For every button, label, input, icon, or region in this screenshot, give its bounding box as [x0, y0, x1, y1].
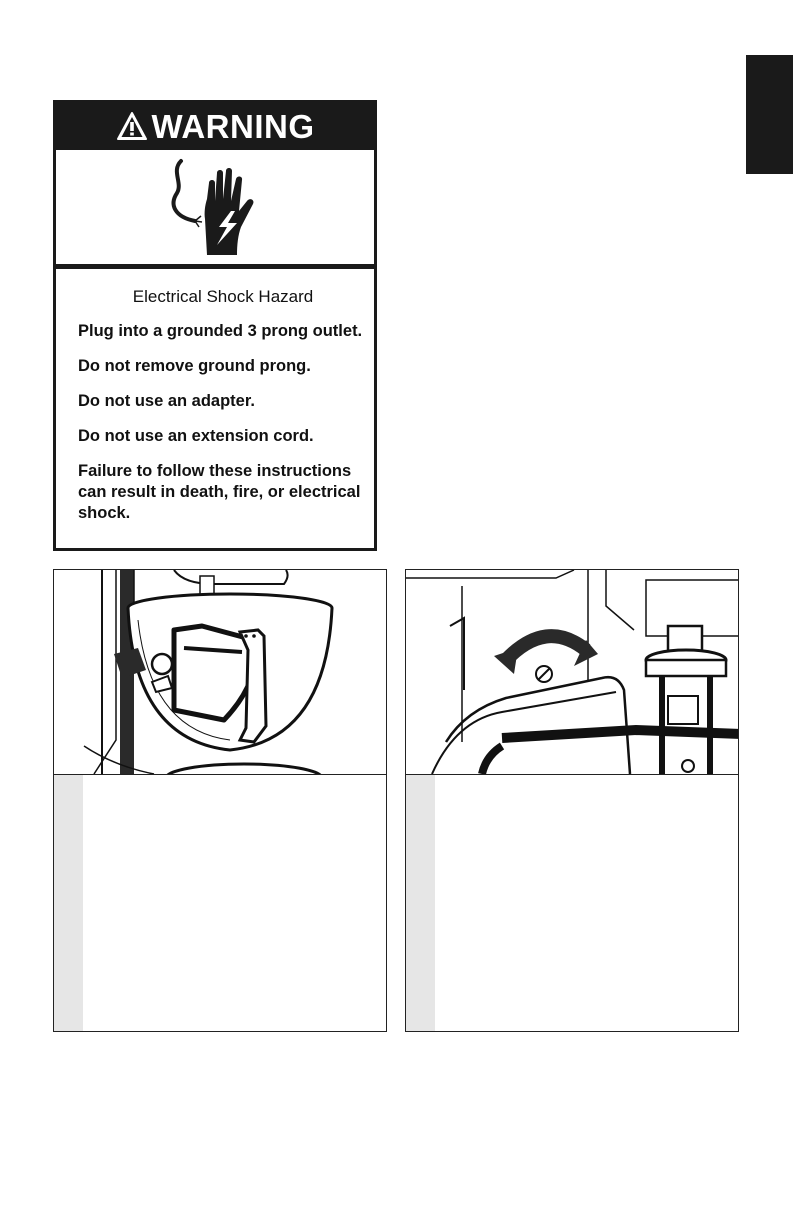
warning-text: [78, 285, 368, 538]
step-number-strip: [406, 775, 435, 1031]
step-panel-adjust: [405, 569, 739, 1032]
step-panel-bowl: [53, 569, 387, 1032]
warning-divider: [56, 264, 374, 269]
section-tab: [746, 55, 793, 174]
electrical-shock-hand-icon: [161, 153, 271, 263]
warning-title: WARNING: [151, 107, 315, 145]
rule-grounded-outlet: Plug into a grounded 3 prong outlet.: [78, 322, 363, 340]
warning-box: [53, 100, 377, 551]
warning-triangle-icon: [116, 111, 148, 141]
rule-extension-cord: Do not use an extension cord.: [78, 427, 314, 445]
warning-header: [56, 103, 374, 150]
shock-symbol-area: [56, 150, 374, 264]
rule-ground-prong: Do not remove ground prong.: [78, 357, 311, 375]
rule-adapter: Do not use an adapter.: [78, 392, 255, 410]
adjustment-screw-illustration: [406, 570, 738, 775]
hazard-title: Electrical Shock Hazard: [132, 287, 314, 306]
mixer-bowl-illustration: [54, 570, 386, 775]
step-number-strip: [54, 775, 83, 1031]
rule-failure-consequence: Failure to follow these instructions can result in death, fire, or electrical shock.: [78, 462, 361, 522]
